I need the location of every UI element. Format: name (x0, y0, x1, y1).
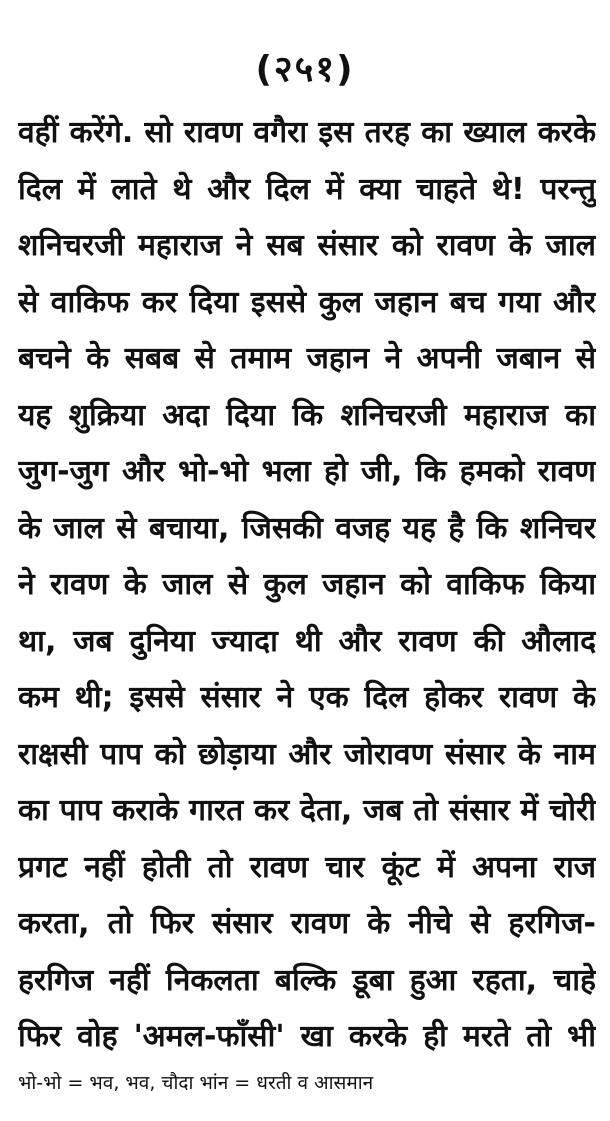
page-number: (२५१) (255, 49, 355, 90)
text-line: करता, तो फिर संसार रावण के नीचे से हरगिज- (18, 906, 596, 941)
text-line: कम थी; इससे संसार ने एक दिल होकर रावण के (18, 680, 596, 715)
text-line: फिर वोह 'अमल-फाँसी' खा करके ही मरते तो भी (18, 1019, 596, 1054)
text-line: यह शुक्रिया अदा दिया कि शनिचरजी महाराज का (18, 397, 596, 433)
text-line: बचने के सबब से तमाम जहान ने अपनी जबान से (18, 341, 596, 376)
text-line: था, जब दुनिया ज्यादा थी और रावण की औलाद (18, 623, 596, 659)
text-line: हरगिज नहीं निकलता बल्कि डूबा हुआ रहता, चाहे (18, 962, 596, 998)
text-line: ने रावण के जाल से कुल जहान को वाकिफ किया (18, 567, 596, 602)
body-text (18, 108, 596, 1069)
text-line: वहीं करेंगे. सो रावण वगैरा इस तरह का ख्याल करके (18, 115, 596, 150)
text-line: जुग-जुग और भो-भो भला हो जी, कि हमको रावण (18, 454, 596, 489)
text-line: शनिचरजी महाराज ने सब संसार को रावण के जाल (18, 228, 596, 263)
text-line: का पाप कराके गारत कर देता, जब तो संसार में चोरी (18, 793, 596, 828)
text-line: दिल में लाते थे और दिल में क्या चाहते थे! परन्तु (18, 171, 596, 207)
text-line: राक्षसी पाप को छोड़ाया और जोरावण संसार के नाम (18, 736, 596, 772)
text-line: के जाल से बचाया, जिसकी वजह यह है कि शनिचर (18, 510, 596, 546)
text-line: से वाकिफ कर दिया इससे कुल जहान बच गया और (18, 284, 596, 320)
footnote: भो-भो = भव, भव, चौदा भांन = धरती व आसमान (18, 1072, 374, 1094)
text-line: प्रगट नहीं होती तो रावण चार कूंट में अपना राज (18, 849, 596, 885)
